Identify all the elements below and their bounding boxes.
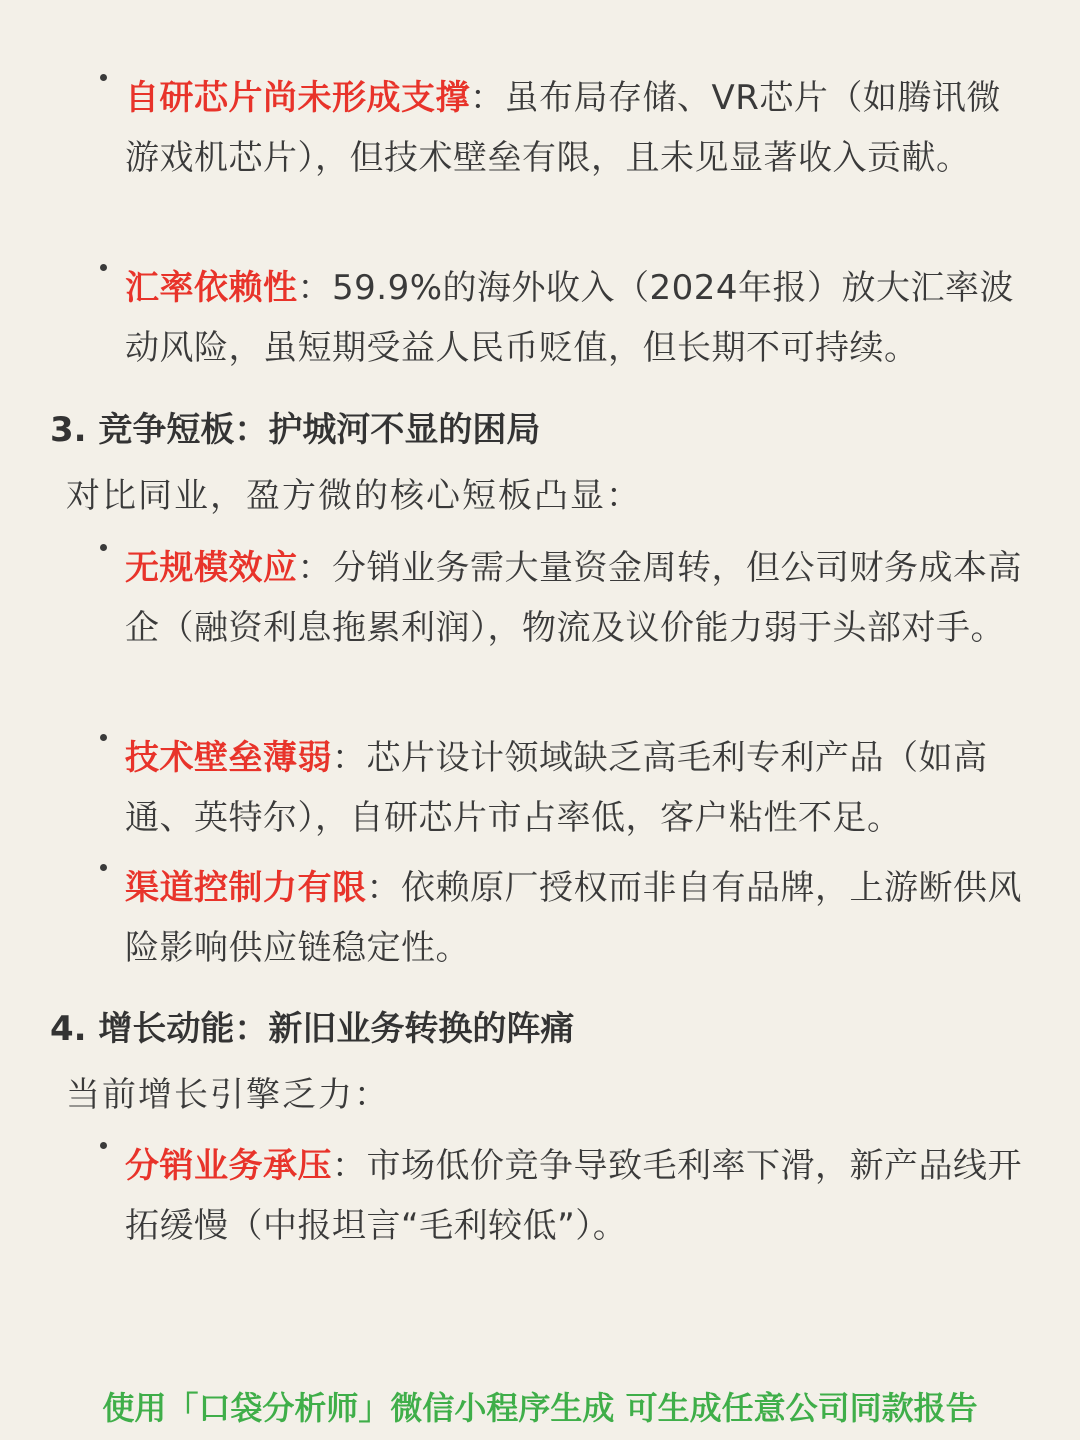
- bullet-separator: ：: [332, 738, 367, 778]
- bullet-term: 自研芯片尚未形成支撑: [125, 78, 470, 118]
- bullet-dot: [100, 544, 107, 551]
- list-item: [96, 728, 1026, 848]
- list-item: [96, 258, 1026, 378]
- section-heading: 4. 增长动能：新旧业务转换的阵痛: [50, 1009, 575, 1049]
- bullet-dot: [100, 264, 107, 271]
- bullet-paragraph: [96, 258, 1026, 378]
- bullet-paragraph: [96, 858, 1026, 978]
- section-intro: 对比同业，盈方微的核心短板凸显：: [66, 476, 642, 516]
- bullet-text: 59.9%的海外收入（2024年报）放大汇率波动风险，虽短期受益人民币贬值，但长期不可持续。: [125, 268, 1015, 368]
- bullet-separator: ：: [366, 868, 401, 908]
- bullet-paragraph: [96, 68, 1026, 188]
- bullet-term: 无规模效应: [125, 548, 298, 588]
- list-item: [96, 68, 1026, 188]
- bullet-paragraph: [96, 728, 1026, 848]
- bullet-separator: ：: [332, 1146, 367, 1186]
- list-item: [96, 858, 1026, 978]
- bullet-separator: ：: [297, 548, 332, 588]
- bullet-paragraph: [96, 1136, 1026, 1256]
- list-item: [96, 538, 1026, 658]
- bullet-text: 芯片设计领域缺乏高毛利专利产品（如高通、英特尔），自研芯片市占率低，客户粘性不足。: [125, 738, 988, 838]
- section-intro: 当前增长引擎乏力：: [66, 1075, 390, 1115]
- bullet-term: 汇率依赖性: [125, 268, 298, 308]
- bullet-paragraph: [96, 538, 1026, 658]
- bullet-text: 依赖原厂授权而非自有品牌，上游断供风险影响供应链稳定性。: [125, 868, 1022, 968]
- bullet-separator: ：: [297, 268, 332, 308]
- bullet-text: 虽布局存储、VR芯片（如腾讯微游戏机芯片），但技术壁垒有限，且未见显著收入贡献。: [125, 78, 1001, 178]
- bullet-dot: [100, 1142, 107, 1149]
- bullet-text: 市场低价竞争导致毛利率下滑，新产品线开拓缓慢（中报坦言“毛利较低”）。: [125, 1146, 1022, 1246]
- footer-promo-text: 使用「口袋分析师」微信小程序生成 可生成任意公司同款报告: [102, 1389, 978, 1427]
- section-heading: 3. 竞争短板：护城河不显的困局: [50, 410, 541, 450]
- bullet-term: 分销业务承压: [125, 1146, 332, 1186]
- bullet-text: 分销业务需大量资金周转，但公司财务成本高企（融资利息拖累利润），物流及议价能力弱于头部对手。: [125, 548, 1022, 648]
- bullet-dot: [100, 734, 107, 741]
- bullet-term: 渠道控制力有限: [125, 868, 367, 908]
- bullet-separator: ：: [470, 78, 505, 118]
- bullet-dot: [100, 74, 107, 81]
- bullet-dot: [100, 864, 107, 871]
- bullet-term: 技术壁垒薄弱: [125, 738, 332, 778]
- list-item: [96, 1136, 1026, 1256]
